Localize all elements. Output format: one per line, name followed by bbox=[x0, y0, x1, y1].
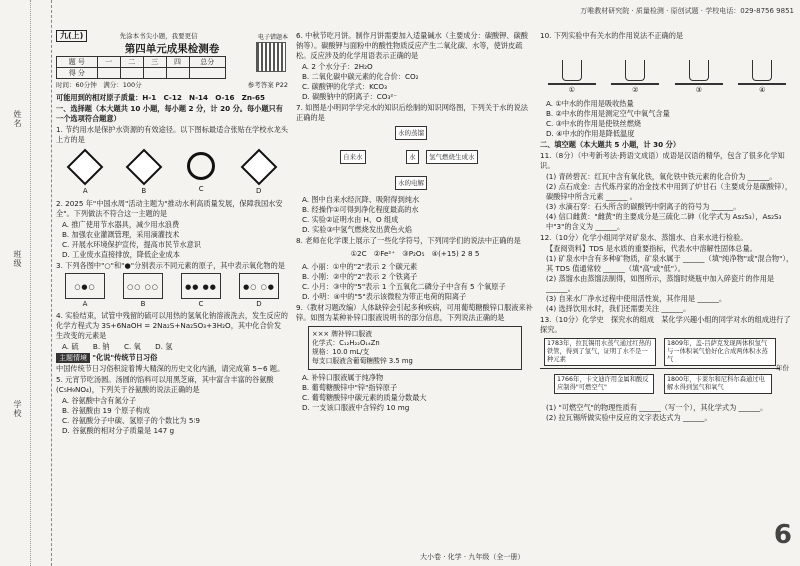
option: C. 谷氨酸分子中碳、氢原子的个数比为 5∶9 bbox=[62, 416, 200, 425]
molecule-diagram: ●○ ○● bbox=[239, 273, 279, 299]
page-mark: 6 bbox=[773, 520, 792, 550]
option: D. ④中水的作用是降低温度 bbox=[546, 129, 635, 138]
option-label: ② bbox=[632, 86, 639, 94]
option: A. 推广使用节水器具，减少用水浪费 bbox=[62, 220, 180, 229]
sub-question: (1) 矿泉水中含有多种矿物质，矿泉水属于 ______（填"纯净物"或"混合物"），其 TDS 值通常较 ______（填"高"或"低"）。 bbox=[546, 254, 794, 273]
diagram-node: 水的电解 bbox=[395, 176, 427, 190]
question-9: 9.（教材习题改编）人体缺锌会引起多种疾病，可用葡萄糖酸锌口服液来补锌。如图为某种补锌口服液说明书的部分信息，下列说法正确的是 bbox=[296, 303, 533, 322]
option-label: B bbox=[140, 300, 146, 308]
molecule-diagram: ○●○ bbox=[65, 273, 105, 299]
atomic-masses: 可能用到的相对原子质量：H-1 C-12 N-14 O-16 Zn-65 bbox=[56, 93, 265, 102]
binding-label: 姓名 bbox=[13, 110, 22, 128]
option: D. 谷氨酸的相对分子质量是 147 g bbox=[62, 426, 175, 435]
top-note: 先涂本书尖小题，我要更信 bbox=[119, 32, 198, 40]
timeline-axis bbox=[540, 368, 780, 369]
theme-text: 中国传统节日习俗积淀着博大精深的历史文化内涵，请完成第 5~6 题。 bbox=[56, 364, 285, 373]
molecule-diagram: ●● ●● bbox=[181, 273, 221, 299]
diagram-node: 自来水 bbox=[340, 150, 366, 164]
timeline-event: 1809年，盖-吕萨克发现两体积氢气与一体积氧气恰好化合成两体积水蒸气 bbox=[664, 338, 776, 366]
score-input[interactable] bbox=[189, 68, 225, 79]
binding-label: 班级 bbox=[13, 250, 22, 268]
sub-question: (2) 蒸馏水由蒸馏法制得，如图所示，蒸馏时烧瓶中加入碎瓷片的作用是 ______。 bbox=[546, 274, 775, 293]
option-label: ④ bbox=[759, 86, 766, 94]
timeline-event: 1783年，拉瓦锡用水蒸气通过红热的铁管，得到了氢气，证明了水不是一种元素 bbox=[544, 338, 656, 366]
option: A. 小丽：①中的"2"表示 2 个碳元素 bbox=[302, 262, 418, 271]
option: B. 经操作①可得到净化程度最高的水 bbox=[302, 205, 419, 214]
box-line: ××× 牌补锌口服液 bbox=[312, 330, 373, 338]
section-1-heading: 一、选择题（本大题共 10 小题，每小题 2 分，计 20 分。每小题只有一个选项符合题意） bbox=[56, 104, 283, 123]
option-label: A bbox=[82, 300, 88, 308]
option: C. 碳酸钾的化学式：KCO₃ bbox=[302, 82, 387, 91]
option-label: C bbox=[198, 185, 204, 193]
option: B. 谷氨酸由 19 个原子构成 bbox=[62, 406, 150, 415]
diagram-node: 水的蒸馏 bbox=[395, 126, 427, 140]
toxic-sign-icon bbox=[125, 149, 162, 186]
supplement-label-box bbox=[308, 326, 522, 370]
grade-badge: 九(上) bbox=[56, 30, 87, 42]
option: B. ②中水的作用是测定空气中氧气含量 bbox=[546, 109, 670, 118]
recycle-sign-icon bbox=[187, 152, 215, 180]
option-label: C bbox=[198, 300, 204, 308]
score-cell: 总分 bbox=[189, 57, 225, 68]
score-cell: 得 分 bbox=[57, 68, 98, 79]
page-footer: 大小卷 · 化学 · 九年级（全一册） bbox=[420, 553, 525, 561]
option: B. 小刚：②中的"2"表示 2 个铁离子 bbox=[302, 272, 418, 281]
question-13: 13.（10分）化学史 探究水的组成 某化学兴趣小组的同学对水的组成进行了探究。 bbox=[540, 315, 791, 334]
column-2 bbox=[296, 30, 534, 413]
score-input[interactable] bbox=[143, 68, 166, 79]
column-1 bbox=[56, 30, 288, 436]
option: A. 2 个水分子：2H₂O bbox=[302, 62, 373, 71]
q3-molecules bbox=[56, 273, 288, 309]
answer-ref: 参考答案 P22 bbox=[247, 81, 288, 89]
option: D. 小明：④中的"5"表示该微粒为带正电荷的阳离子 bbox=[302, 292, 467, 301]
option: C. 小月：③中的"5"表示 1 个五氧化二磷分子中含有 5 个氧原子 bbox=[302, 282, 506, 291]
page-title: 第四单元成果检测卷 bbox=[124, 43, 220, 55]
option-label: D bbox=[256, 300, 262, 308]
option-label: A bbox=[82, 187, 88, 195]
option: A. 补锌口服液属于纯净物 bbox=[302, 373, 384, 382]
qr-label: 电子错题本 bbox=[257, 34, 288, 41]
binding-margin bbox=[0, 0, 52, 566]
question-10: 10. 下列实验中有关水的作用说法不正确的是 bbox=[540, 31, 684, 40]
question-12: 12.（10分）化学小组同学对矿泉水、蒸馏水、自来水进行检验。 bbox=[540, 233, 748, 242]
score-input[interactable] bbox=[97, 68, 120, 79]
option: A. 图中自来水经沉降、吸附得到纯水 bbox=[302, 195, 420, 204]
option: C. 葡萄糖酸锌中碳元素的质量分数最大 bbox=[302, 393, 427, 402]
question-1: 1. 节约用水是保护水资源的有效途径。以下图标最适合张贴在学校水龙头上方的是 bbox=[56, 125, 288, 144]
sub-question: (4) 信口雌黄："雌黄"的主要成分是三硫化二砷（化学式为 As₂S₃），As₂S₃ 中"3"的含义为 ______。 bbox=[546, 212, 782, 231]
sub-question: (3) 自来水厂净水过程中使用活性炭，其作用是 ______。 bbox=[546, 294, 727, 303]
score-cell: 一 bbox=[97, 57, 120, 68]
option: B. 加强农业灌溉管理，采用滴灌技术 bbox=[62, 230, 180, 239]
option: C. 实验②证明水由 H、O 组成 bbox=[302, 215, 399, 224]
hazard-sign-icon bbox=[67, 149, 104, 186]
q1-icons bbox=[56, 148, 288, 196]
score-cell: 三 bbox=[143, 57, 166, 68]
question-2: 2. 2025 年"中国水周"活动主题为"推动水利高质量发展，保障我国水安全"。下列做法不符合这一主题的是 bbox=[56, 199, 283, 218]
option: B. 葡萄糖酸锌中"锌"指锌原子 bbox=[302, 383, 398, 392]
publisher-header: 万唯教材研究院 · 质量检测 · 原创试题 · 学校电话：029-8756 9851 bbox=[580, 7, 794, 15]
sub-question: 【查阅资料】TDS 是水质的重要指标，代表水中溶解性固体总量。 bbox=[546, 244, 757, 253]
sub-question: (4) 选择饮用水时，我们还需要关注 ______。 bbox=[546, 304, 691, 313]
option: D. 工业废水直接排放，降低企业成本 bbox=[62, 250, 180, 259]
score-cell: 二 bbox=[120, 57, 143, 68]
question-3: 3. 下列各图中"○"和"●"分别表示不同元素的原子，其中表示氧化物的是 bbox=[56, 261, 285, 270]
question-5: 5. 元宵节吃汤圆。汤圆的馅料可以用黑芝麻，其中富含丰富的谷氨酸(C₅H₉NO₄)，下列关于谷氨酸的说法正确的是 bbox=[56, 375, 274, 394]
jar-apparatus-icon bbox=[675, 45, 723, 85]
question-4: 4. 实验结束，试管中残留的硫可以用热的氢氧化钠溶液洗去，发生反应的化学方程式为 3S+6NaOH = 2Na₂S+Na₂SO₃+3H₂O，其中化合价发生改变的元素是 bbox=[56, 311, 288, 340]
theme-banner: 主题情境 bbox=[56, 353, 90, 363]
timeline-label: 年份 bbox=[776, 364, 789, 372]
tube-apparatus-icon bbox=[738, 45, 786, 85]
theme-title: "化说"传统节日习俗 bbox=[92, 353, 158, 362]
sub-question: (2) 拉瓦锡所做实验中反应的文字表达式为 ______。 bbox=[546, 413, 712, 422]
score-input[interactable] bbox=[166, 68, 189, 79]
chemical-symbols: ①2C ②Fe²⁺ ③P₂O₅ ④(+15) 2 8 5 bbox=[350, 249, 480, 258]
option-label: D bbox=[256, 187, 262, 195]
diagram-node: 氢气燃烧生成水 bbox=[426, 150, 478, 164]
box-line: 化学式：C₁₂H₂₂O₁₄Zn bbox=[312, 339, 380, 347]
box-line: 规格：10.0 mL/支 bbox=[312, 348, 370, 356]
column-3 bbox=[540, 30, 794, 423]
option: D. 一支该口服液中含锌约 10 mg bbox=[302, 403, 410, 412]
qr-code-icon[interactable] bbox=[256, 42, 286, 72]
flask-apparatus-icon bbox=[611, 45, 659, 85]
option: C. ③中水的作用是使铁丝燃烧 bbox=[546, 119, 642, 128]
cut-line bbox=[30, 0, 31, 566]
history-timeline bbox=[540, 338, 794, 400]
option: A. 硫 B. 钠 C. 氧 D. 氢 bbox=[62, 342, 173, 351]
timeline-event: 1766年，卡文迪许用金属和酸反应制得"可燃空气" bbox=[554, 374, 654, 394]
option: B. 二氧化碳中碳元素的化合价：CO₂ bbox=[302, 72, 419, 81]
option-label: ③ bbox=[695, 86, 702, 94]
option-label: B bbox=[141, 187, 147, 195]
sub-question: (1) 青砖碧瓦：红瓦中含有氧化铁，氧化铁中铁元素的化合价为 ______。 bbox=[546, 172, 777, 181]
box-line: 每支口服液含葡萄糖酸锌 3.5 mg bbox=[312, 357, 413, 365]
option: A. 谷氨酸中含有氮分子 bbox=[62, 396, 137, 405]
question-6: 6. 中秋节吃月饼。制作月饼需要加入适量碱水（主要成分：碳酸钾、碳酸钠等）。碳酸钾与面粉中的酸性物质反应产生二氧化碳、水等，使饼皮疏松。反应涉及的化学用语表示正确的是 bbox=[296, 31, 528, 60]
option: C. 开展水环境保护宣传，提高市民节水意识 bbox=[62, 240, 201, 249]
question-11: 11.（8分）（中考新考法·跨语文成语）成语是汉语的精华，包含了很多化学知识。 bbox=[540, 151, 785, 170]
option: D. 实验③中氢气燃烧发出黄色火焰 bbox=[302, 225, 412, 234]
timeline-event: 1800年，卡莱尔和尼科尔森通过电解水得到氢气和氧气 bbox=[664, 374, 772, 394]
diagram-node: 水 bbox=[406, 150, 419, 164]
score-table bbox=[56, 56, 226, 79]
q10-apparatus bbox=[540, 45, 794, 95]
beaker-apparatus-icon bbox=[548, 45, 596, 85]
option: D. 碳酸钠中的阴离子：CO₃²⁻ bbox=[302, 92, 398, 101]
sub-question: (3) 水滴石穿：石头所含的碳酸钙中阴离子的符号为 ______。 bbox=[546, 202, 741, 211]
binding-label: 学校 bbox=[13, 400, 22, 418]
sub-question: (2) 点石成金：古代炼丹家的冶金技术中用到了炉甘石（主要成分是碳酸锌），碳酸锌中所含元素 ______ 。 bbox=[546, 182, 793, 201]
score-cell: 四 bbox=[166, 57, 189, 68]
option: A. ①中水的作用是吸收热量 bbox=[546, 99, 634, 108]
water-knowledge-diagram bbox=[340, 126, 490, 192]
time-info: 时间：60分钟 满分：100分 bbox=[56, 81, 142, 89]
water-drop-sign-icon bbox=[240, 149, 277, 186]
question-8: 8. 老师在化学课上展示了一些化学符号，下列同学们的说法中正确的是 bbox=[296, 236, 521, 245]
option-label: ① bbox=[568, 86, 575, 94]
section-2-heading: 二、填空题（本大题共 5 小题，计 30 分） bbox=[540, 140, 681, 149]
score-input[interactable] bbox=[120, 68, 143, 79]
sub-question: (1) "可燃空气"的物理性质有 ______（写一个），其化学式为 ______。 bbox=[546, 403, 768, 412]
score-cell: 题 号 bbox=[57, 57, 98, 68]
question-7: 7. 如图是小明同学学完水的知识后绘制的知识网络图，下列关于水的说法正确的是 bbox=[296, 103, 528, 122]
molecule-diagram: ○○ ○○ bbox=[123, 273, 163, 299]
